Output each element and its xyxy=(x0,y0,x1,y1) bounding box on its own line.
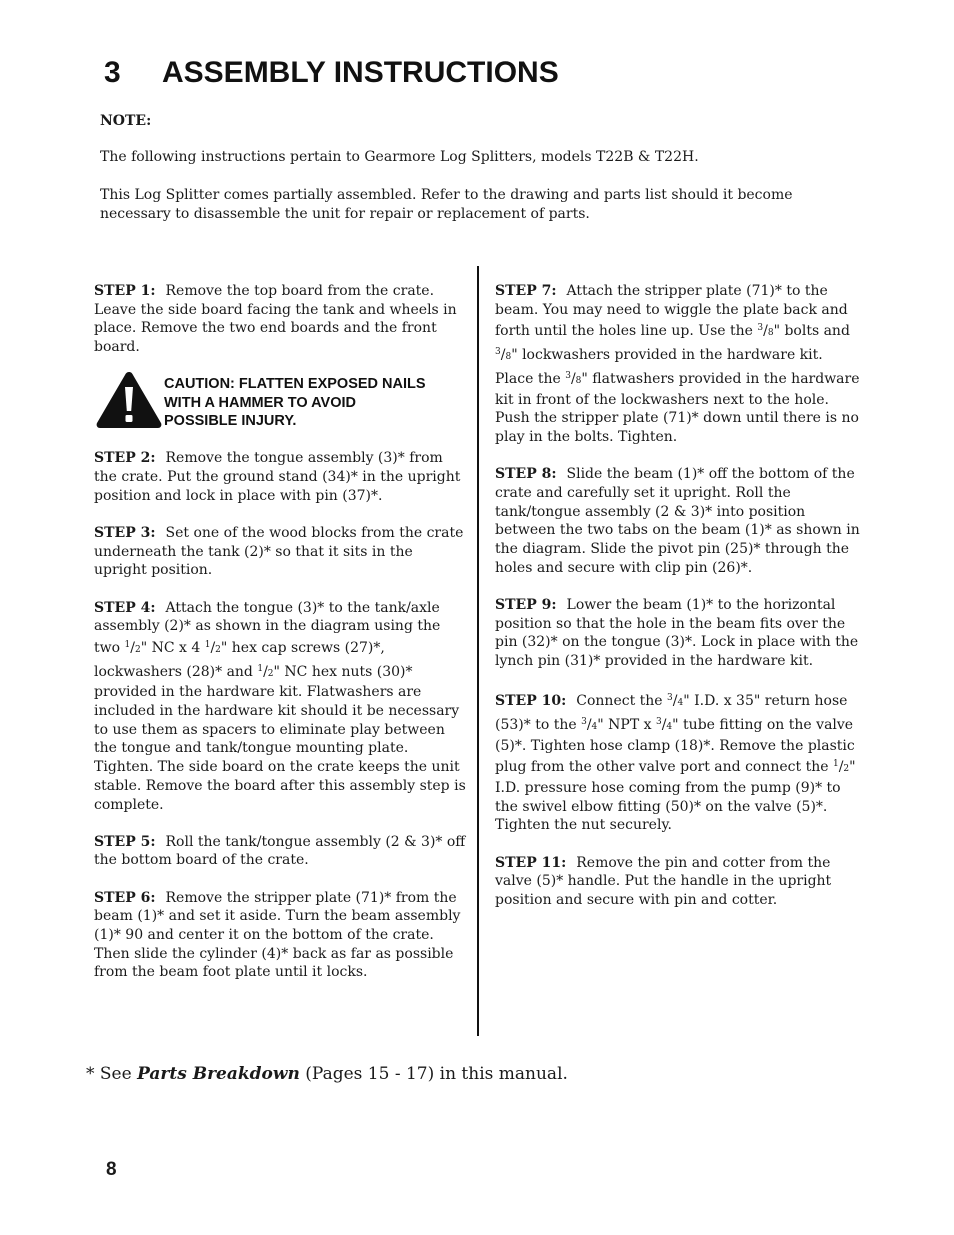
step-label: STEP 2: xyxy=(94,450,156,467)
step-4 xyxy=(94,599,466,815)
step-label: STEP 8: xyxy=(495,466,557,483)
steps-left-column xyxy=(94,282,466,1001)
step-text: " tube fitting on the valve (5)*. Tighten hose clamp (18)*. Remove the plastic plug from the other valve port and connect the xyxy=(495,716,855,776)
step-label: STEP 11: xyxy=(495,854,567,871)
fraction-slash: / xyxy=(500,347,506,364)
warning-icon xyxy=(94,369,164,431)
note-label: NOTE: xyxy=(100,113,152,129)
footnote-emphasis: Parts Breakdown xyxy=(137,1064,300,1084)
fraction-slash: / xyxy=(672,693,678,710)
fraction-denominator: 8 xyxy=(505,352,512,363)
step-label: STEP 3: xyxy=(94,524,156,541)
step-1 xyxy=(94,282,466,357)
fraction-numerator: 3 xyxy=(495,347,501,358)
fraction-slash: / xyxy=(838,759,844,776)
fraction-slash: / xyxy=(130,639,135,656)
fraction-slash: / xyxy=(570,370,576,387)
section-title: ASSEMBLY INSTRUCTIONS xyxy=(162,56,559,89)
fraction-denominator: 8 xyxy=(575,375,582,386)
caution-text xyxy=(164,375,426,431)
step-text: Set one of the wood blocks from the crate underneath the tank (2)* so that it sits in the upright position. xyxy=(94,524,464,579)
fraction-numerator: 1 xyxy=(832,759,839,770)
step-text: Remove the tongue assembly (3)* from the crate. Put the ground stand (34)* in the upright position and lock in place with pin (37)*. xyxy=(94,450,461,504)
step-text: Lower the beam (1)* to the horizontal position so that the hole in the beam fits over the pin (32)* on the tongue (3)*. Lock in place with the lynch pin (31)* provided in the hardware kit. xyxy=(495,596,859,669)
fraction-slash: / xyxy=(586,716,592,733)
fraction-numerator: 3 xyxy=(757,323,764,334)
step-label: STEP 5: xyxy=(94,833,156,850)
step-text: Remove the pin and cotter from the valve (5)* handle. Put the handle in the upright position and secure with pin and cotter. xyxy=(495,854,832,908)
fraction-numerator: 3 xyxy=(667,693,673,704)
step-text: " hex cap screws (27)*, lockwashers (28)* and xyxy=(94,639,385,680)
fraction-numerator: 1 xyxy=(204,639,211,650)
step-text: Remove the stripper plate (71)* from the beam (1)* and set it aside. Turn the beam assembly (1)* 90 and center it on the bottom of the crate. Then slide the cylinder (4)* back as far as possible from the beam foot plate until it locks. xyxy=(94,889,461,981)
fraction-numerator: 3 xyxy=(655,716,662,727)
intro-paragraph-1: The following instructions pertain to Gearmore Log Splitters, models T22B & T22H. xyxy=(100,149,699,165)
caution-line: WITH A HAMMER TO AVOID xyxy=(164,394,356,411)
step-3 xyxy=(94,524,466,580)
fraction-slash: / xyxy=(661,716,667,733)
step-8 xyxy=(495,465,865,577)
step-text: Slide the beam (1)* off the bottom of the crate and carefully set it upright. Roll the tank/tongue assembly (2 & 3)* into position between the two tabs on the beam (1)* as shown in the diagram. Slide the pivot pin (25)* through the holes and secure with clip pin (26)*. xyxy=(495,466,860,576)
step-text: " lockwashers provided in the hardware kit. Place the xyxy=(495,347,823,387)
step-9 xyxy=(495,596,865,671)
page-number: 8 xyxy=(106,1159,117,1180)
step-text: Remove the top board from the crate. Leave the side board facing the tank and wheels in place. Remove the two end boards and the front board. xyxy=(94,283,457,356)
section-number: 3 xyxy=(104,56,121,89)
fraction-numerator: 1 xyxy=(257,663,264,674)
section-heading xyxy=(104,56,559,90)
step-text: " NC x 4 xyxy=(140,639,205,656)
caution-line: CAUTION: FLATTEN EXPOSED NAILS xyxy=(164,376,426,393)
fraction-denominator: 4 xyxy=(591,721,598,732)
fraction-slash: / xyxy=(763,323,768,340)
step-label: STEP 1: xyxy=(94,283,156,299)
step-5 xyxy=(94,833,466,870)
footnote xyxy=(86,1064,568,1084)
step-6 xyxy=(94,889,466,983)
fraction-numerator: 3 xyxy=(581,716,587,727)
step-text: " NPT x xyxy=(597,716,656,733)
fraction-denominator: 2 xyxy=(843,764,850,775)
fraction-denominator: 8 xyxy=(767,328,774,339)
step-label: STEP 6: xyxy=(94,889,156,906)
step-label: STEP 7: xyxy=(495,283,557,299)
step-text: Attach the tongue (3)* to the tank/axle assembly (2)* as shown in the diagram using the two xyxy=(94,599,441,656)
step-text: " NC hex nuts (30)* provided in the hardware kit. Flatwashers are included in the hardware kit should it be necessary to use them as spacers to eliminate play between the tongue and tank/tongue mounting plate. Tighten. The side board on the crate keeps the unit stable. Remove the board after this assembly step is complete. xyxy=(94,663,466,813)
caution-box xyxy=(94,375,466,431)
column-divider xyxy=(477,266,479,1036)
step-text: " I.D. pressure hose coming from the pump (9)* to the swivel elbow fitting (50)* on the valve (5)*. Tighten the nut securely. xyxy=(495,759,856,834)
step-text: Attach the stripper plate (71)* to the beam. You may need to wiggle the plate back and forth until the holes line up. Use the xyxy=(495,283,848,340)
step-label: STEP 4: xyxy=(94,599,156,616)
step-11 xyxy=(495,854,865,910)
fraction-numerator: 3 xyxy=(565,370,571,381)
step-10 xyxy=(495,689,865,835)
intro-paragraph-2: This Log Splitter comes partially assembled. Refer to the drawing and parts list should it become necessary to disassemble the unit for repair or replacement of parts. xyxy=(100,187,793,222)
footnote-suffix: (Pages 15 - 17) in this manual. xyxy=(299,1064,568,1084)
step-text: " bolts and xyxy=(773,323,850,340)
fraction-numerator: 1 xyxy=(124,639,131,650)
caution-line: POSSIBLE INJURY. xyxy=(164,413,297,430)
step-text: " flatwashers provided in the hardware kit in front of the lockwashers next to the hole. Push the stripper plate (71)* down until there is no play in the bolts. Tighten. xyxy=(495,370,860,445)
footnote-prefix: * See xyxy=(86,1064,138,1084)
fraction-slash: / xyxy=(210,639,216,656)
step-2 xyxy=(94,449,466,505)
fraction-denominator: 4 xyxy=(677,698,684,709)
fraction-denominator: 2 xyxy=(215,644,221,655)
step-text: Connect the xyxy=(576,693,668,710)
step-7 xyxy=(495,282,865,447)
step-text: " I.D. x 35" return hose (53)* to the xyxy=(495,693,848,733)
step-label: STEP 10: xyxy=(495,693,567,710)
fraction-denominator: 2 xyxy=(267,668,274,679)
fraction-slash: / xyxy=(263,663,268,680)
fraction-denominator: 2 xyxy=(134,644,141,655)
step-text: Roll the tank/tongue assembly (2 & 3)* off the bottom board of the crate. xyxy=(94,833,466,869)
fraction-denominator: 4 xyxy=(666,721,673,732)
step-label: STEP 9: xyxy=(495,596,557,613)
steps-right-column xyxy=(495,282,865,928)
